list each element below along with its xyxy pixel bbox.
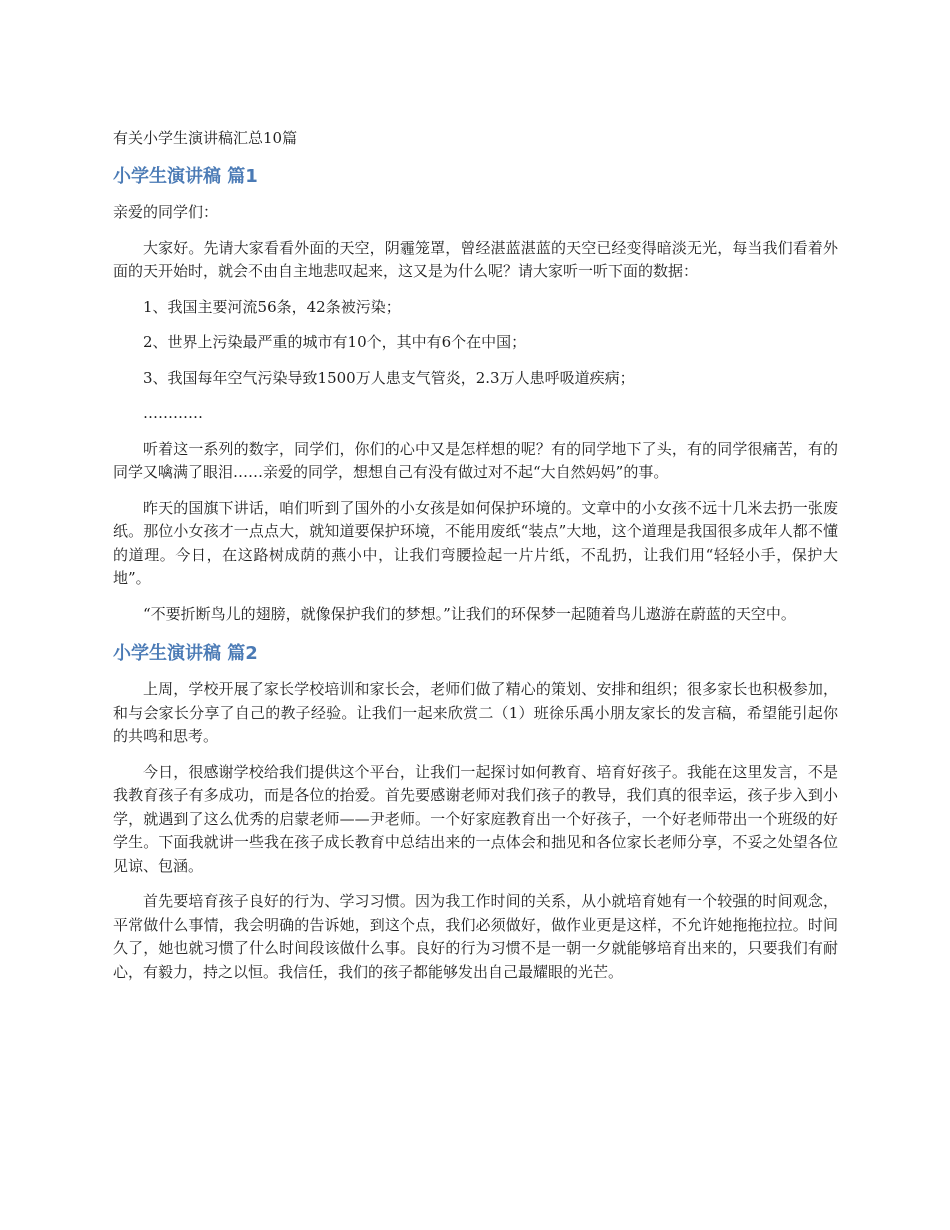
document-page bbox=[113, 125, 838, 996]
paragraph: 大家好。先请大家看看外面的天空，阴霾笼罩，曾经湛蓝湛蓝的天空已经变得暗淡无光，每当我们看着外面的天开始时，就会不由自主地悲叹起来，这又是为什么呢？请大家听一听下面的数据： bbox=[113, 238, 838, 280]
paragraph: 听着这一系列的数字，同学们，你们的心中又是怎样想的呢？有的同学地下了头，有的同学很痛苦，有的同学又噙满了眼泪……亲爱的同学，想想自己有没有做过对不起“大自然妈妈”的事。 bbox=[113, 439, 838, 481]
list-item: 1、我国主要河流56条，42条被污染； bbox=[143, 297, 401, 316]
paragraph: “不要折断鸟儿的翅膀，就像保护我们的梦想。”让我们的环保梦一起随着鸟儿遨游在蔚蓝的天空中。 bbox=[143, 604, 796, 623]
document-title: 有关小学生演讲稿汇总10篇 bbox=[113, 129, 298, 147]
paragraph: 首先要培育孩子良好的行为、学习习惯。因为我工作时间的关系，从小就培育她有一个较强的时间观念，平常做什么事情，我会明确的告诉她，到这个点，我们必须做好，做作业更是这样，不允许她拖拖拉拉。时间久了，她也就习惯了什么时间段该做什么事。良好的行为习惯不是一朝一夕就能够培育出来的，只要我们有耐心，有毅力，持之以恒。我信任，我们的孩子都能够发出自己最耀眼的光芒。 bbox=[113, 892, 838, 981]
list-item: 2、世界上污染最严重的城市有10个，其中有6个在中国； bbox=[143, 333, 527, 351]
section-heading: 小学生演讲稿 篇1 bbox=[113, 166, 258, 187]
list-item: 3、我国每年空气污染导致1500万人患支气管炎，2.3万人患呼吸道疾病； bbox=[143, 368, 635, 387]
paragraph: 今日，很感谢学校给我们提供这个平台，让我们一起探讨如何教育、培育好孩子。我能在这里发言，不是我教育孩子有多成功，而是各位的抬爱。首先要感谢老师对我们孩子的教导，我们真的很幸运，孩子步入到小学，就遇到了这么优秀的启蒙老师——尹老师。一个好家庭教育出一个好孩子，一个好老师带出一个班级的好学生。下面我就讲一些我在孩子成长教育中总结出来的一点体会和拙见和各位家长老师分享，不妥之处望各位见谅、包涵。 bbox=[113, 762, 838, 875]
paragraph: 上周，学校开展了家长学校培训和家长会，老师们做了精心的策划、安排和组织；很多家长也积极参加，和与会家长分享了自己的教子经验。让我们一起来欣赏二（1）班徐乐禹小朋友家长的发言稿，希望能引起你的共鸣和思考。 bbox=[113, 680, 838, 745]
section-1 bbox=[113, 163, 838, 626]
section-heading: 小学生演讲稿 篇2 bbox=[113, 643, 258, 664]
paragraph: 昨天的国旗下讲话，咱们听到了国外的小女孩是如何保护环境的。文章中的小女孩不远十几米去扔一张废纸。那位小女孩才一点点大，就知道要保护环境，不能用废纸“装点”大地，这个道理是我国很多成年人都不懂的道理。今日，在这路树成荫的燕小中，让我们弯腰捡起一片片纸，不乱扔，让我们用“轻轻小手，保护大地”。 bbox=[113, 498, 838, 587]
salutation: 亲爱的同学们： bbox=[113, 203, 219, 221]
ellipsis-line: ………… bbox=[143, 404, 203, 422]
section-2 bbox=[113, 640, 838, 984]
